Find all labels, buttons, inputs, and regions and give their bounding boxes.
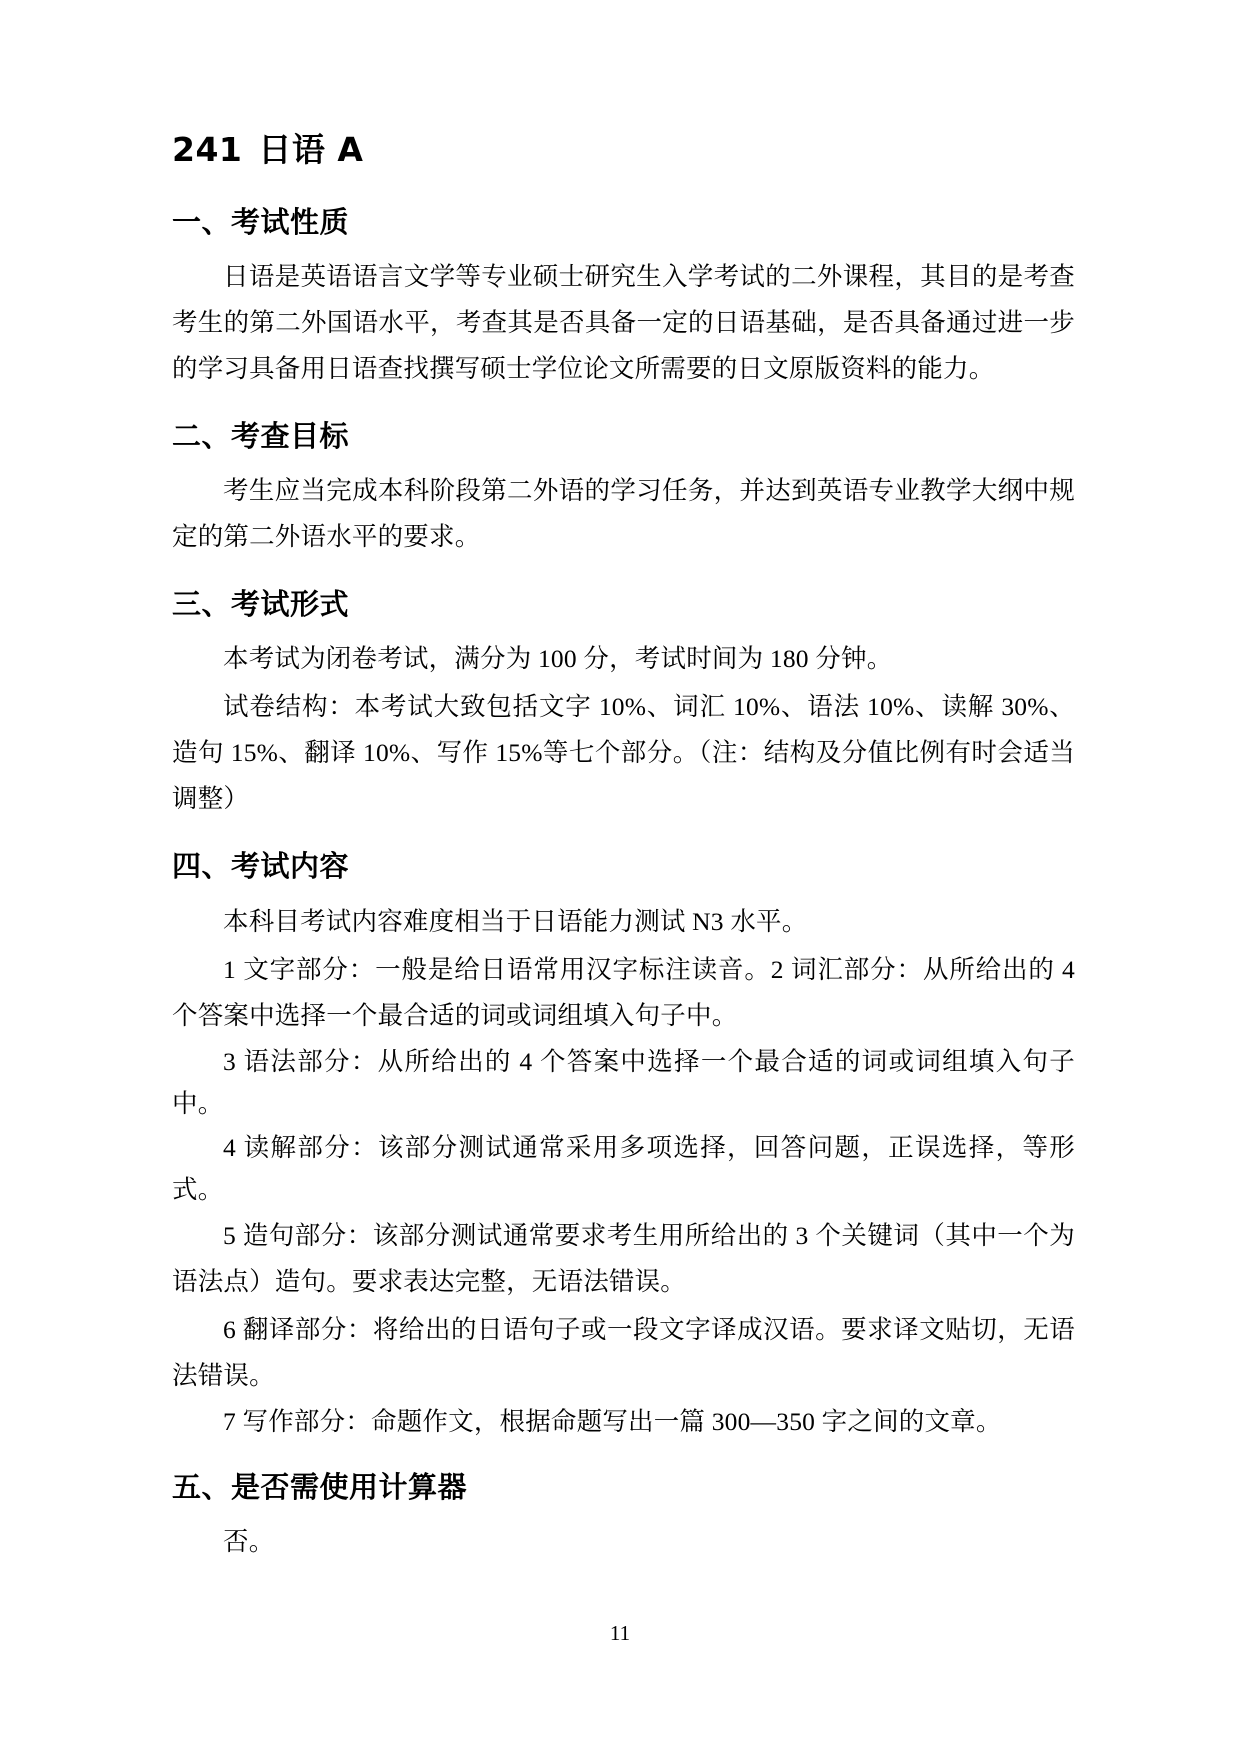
paragraph-3-2: 试卷结构：本考试大致包括文字 10%、词汇 10%、语法 10%、读解 30%、造句 15%、翻译 10%、写作 15%等七个部分。（注：结构及分值比例有时会适当调整） xyxy=(172,692,1075,814)
page-title xyxy=(172,130,1075,170)
paragraph-1-1: 日语是英语语言文学等专业硕士研究生入学考试的二外课程，其目的是考查考生的第二外国语水平，考查其是否具备一定的日语基础，是否具备通过进一步的学习具备用日语查找撰写硕士学位论文所需要的日文原版资料的能力。 xyxy=(172,261,1075,383)
paragraph-4-2: 1 文字部分：一般是给日语常用汉字标注读音。2 词汇部分：从所给出的 4 个答案中选择一个最合适的词或词组填入句子中。 xyxy=(172,954,1075,1030)
page-title-text: 日语 A xyxy=(258,130,364,169)
page-number: 11 xyxy=(609,1621,631,1645)
paragraph-3-1: 本考试为闭卷考试，满分为 100 分，考试时间为 180 分钟。 xyxy=(223,644,893,674)
section-heading-2: 二、考查目标 xyxy=(172,418,350,453)
section-heading-5: 五、是否需使用计算器 xyxy=(172,1469,468,1504)
paragraph-4-4: 4 读解部分：该部分测试通常采用多项选择，回答问题，正误选择，等形式。 xyxy=(172,1132,1075,1204)
paragraph-2-1: 考生应当完成本科阶段第二外语的学习任务，并达到英语专业教学大纲中规定的第二外语水平的要求。 xyxy=(172,476,1075,552)
paragraph-4-5: 5 造句部分：该部分测试通常要求考生用所给出的 3 个关键词（其中一个为语法点）造句。要求表达完整，无语法错误。 xyxy=(172,1220,1075,1296)
section-exam-nature xyxy=(172,204,1075,392)
section-exam-format xyxy=(172,586,1075,822)
section-exam-content xyxy=(172,848,1075,1442)
section-heading-3: 三、考试形式 xyxy=(172,587,350,622)
section-heading-1: 一、考试性质 xyxy=(172,204,350,239)
section-calculator-use xyxy=(172,1469,1075,1565)
paragraph-4-7: 7 写作部分：命题作文，根据命题写出一篇 300—350 字之间的文章。 xyxy=(223,1406,1002,1436)
section-heading-4: 四、考试内容 xyxy=(172,849,350,884)
paragraph-5-1: 否。 xyxy=(223,1526,275,1556)
section-assessment-goals xyxy=(172,418,1075,560)
paragraph-4-6: 6 翻译部分：将给出的日语句子或一段文字译成汉语。要求译文贴切，无语法错误。 xyxy=(172,1314,1075,1390)
paragraph-4-1: 本科目考试内容难度相当于日语能力测试 N3 水平。 xyxy=(223,906,808,936)
page-title-number: 241 xyxy=(172,130,243,169)
paragraph-4-3: 3 语法部分：从所给出的 4 个答案中选择一个最合适的词或词组填入句子中。 xyxy=(172,1046,1075,1118)
